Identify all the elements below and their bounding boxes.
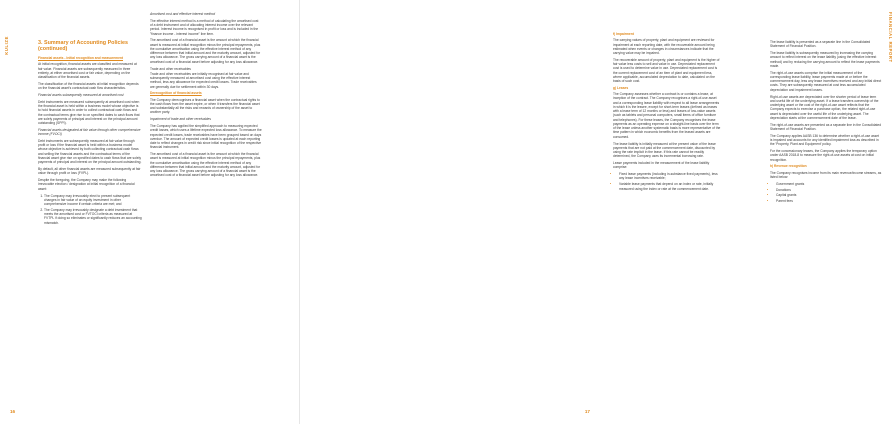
italic-heading: Financial assets subsequently measured at amortised cost [38, 92, 124, 97]
list-item: • Variable lease payments that depend on an index or rate, initially measured using the index or rate at the commencement date. [619, 182, 721, 191]
list-item: 1. The Company may irrevocably elect to present subsequent changes in fair value of an equity investment in other comprehensive income if certain criteria are met; and [44, 194, 142, 207]
list-item: • Parent fees [776, 199, 882, 203]
paragraph: The amortised cost of a financial asset is the amount at which the financial asset is measured at initial recognition minus the principal repayments, plus the cumulative amortisation using the effective interest method of any difference between that initial amount and the maturity amount, adjusted for any loss allowance. The gross carrying amount of a financial asset is the amortised cost of a financial asset before adjusting for any loss allowance. [150, 38, 261, 64]
paragraph: The effective interest method is a method of calculating the amortised cost of a debt instrument and of allocating interest income over the relevant period. Interest income is recognised in profit or loss and is included in the "finance income - interest income" line item. [150, 18, 259, 36]
revenue-streams-list [770, 182, 882, 204]
page-number-right: 17 [584, 409, 590, 414]
left-page [0, 0, 300, 424]
paragraph: The lease liability is subsequently measured by increasing the carrying amount to reflect interest on the lease liability (using the effective interest method) and by reducing the carrying amount to reflect the lease payments made. [770, 51, 880, 68]
heading-leases: g) Leases [613, 85, 629, 90]
paragraph: The carrying values of property, plant and equipment are reviewed for impairment at each reporting date, with the recoverable amount being estimated when events or changes in circumstances indicate that the carrying value may be impaired. [613, 38, 715, 55]
section-heading: 3. Summary of Accounting Policies (continued) [38, 40, 128, 52]
list-item: • Capital grants [776, 193, 882, 197]
list-item: • Government grants [776, 182, 882, 186]
paragraph: By default, all other financial assets are measured subsequently at fair value through profit or loss (FVPL). [38, 167, 141, 176]
right-column-1 [613, 12, 721, 193]
paragraph: The recoverable amount of property, plant and equipment is the higher of fair value less costs to sell and value in use. Depreciated replacement cost is used to determine value in use. Depreciated replacement cost is the current replacement cost of an item of plant and equipment less, where applicable, accumulated depreciation to date, calculated on the basis of such cost. [613, 57, 720, 84]
heading-revenue-recognition: h) Revenue recognition [770, 164, 807, 169]
paragraph: The Company assesses whether a contract is or contains a lease, at inception of the contract. The Company recognises a right-of-use asset and a corresponding lease liability with respect to all lease arrangements in which it is the lessee, except for short-term leases (defined as leases with a lease term of 12 months or less) and leases of low-value assets (such as tablets and personal computers, small items of office furniture and telephones). For these leases, the Company recognises the lease payments as an operating expense on a straight-line basis over the term of the lease unless another systematic basis is more representative of the time pattern in which economic benefits from the leased assets are consumed. [613, 92, 721, 139]
election-list [38, 194, 142, 225]
paragraph: The Company has applied the simplified approach to measuring expected credit losses, which uses a lifetime expected loss allowance. To measure the expected credit losses, trade receivables have been grouped based on days overdue. The amount of expected credit losses is updated at each reporting date to reflect changes in credit risk since initial recognition of the respective financial instrument. [150, 124, 262, 150]
paragraph: Lease payments included in the measurement of the lease liability comprise: [613, 161, 710, 170]
paragraph: The right-of-use assets are presented as a separate line in the Consolidated Statement of Financial Position. [770, 122, 882, 131]
right-side-label: FINANCIAL REPORT [888, 12, 893, 63]
subheading-initial-recognition: Financial assets - Initial recognition and measurement [38, 56, 124, 60]
list-item: 2. The Company may irrevocably designate a debt investment that meets the amortised cost or FVTOCI criteria as measured at FVTPL if doing so eliminates or significantly reduces an accounting mismatch. [44, 208, 142, 225]
right-column-2 [770, 12, 882, 206]
paragraph: The lease liability is presented as a separate line in the Consolidated Statement of Financial Position. [770, 40, 871, 49]
left-column-2 [150, 12, 262, 180]
paragraph: Debt instruments are measured subsequently at amortised cost when the financial asset is held within a business model whose objective is to hold financial assets in order to collect contractual cash flows and the contractual terms give rise to on specified dates to cash flows that are solely payments of principal and interest on the principal amount outstanding (SPPI). [38, 99, 140, 126]
paragraph: At initial recognition, financial assets are classified and measured at fair value. Financial assets are subsequently measured in three entirety, at either amortised cost or fair value, depending on the classification of the financial assets. [38, 62, 137, 79]
paragraph: For the concessionary leases, the Company applies the temporary option under AASB 2018-8 to measure the right-of-use assets at cost on initial recognition. [770, 149, 877, 162]
list-item: • Fixed lease payments (including in-substance fixed payments), less any lease incentives receivable; [619, 172, 721, 181]
paragraph: The right-of-use assets comprise the initial measurement of the corresponding lease liability, lease payments made at or before the commencement day, less any lease incentives received and any initial direct costs. They are subsequently measured at cost less accumulated depreciation and impairment losses. [770, 70, 882, 92]
list-item: • Donations [776, 188, 882, 192]
paragraph: Trade and other receivables [150, 66, 191, 71]
paragraph: The lease liability is initially measured at the present value of the lease payments that are not paid at the commencement date, discounted by using the rate implicit in the lease. If this rate cannot be readily determined, the Company uses its incremental borrowing rate. [613, 141, 716, 159]
page-number-left: 16 [10, 409, 16, 414]
paragraph: The Company applies AASB 136 to determine whether a right-of-use asset is impaired and accounts for any identified impairment loss as described in the 'Property, Plant and Equipment' policy. [770, 133, 880, 147]
paragraph: The Company derecognises a financial asset when the contractual rights to the cash flows from the asset expire, or when it transfers the financial asset and substantially all the risks and rewards of ownership of the asset to another party. [150, 97, 260, 115]
heading-impairment: f) Impairment [613, 32, 634, 36]
paragraph: The classification of the financial assets at initial recognition depends on the financial asset's contractual cash flow characteristics. [38, 81, 139, 91]
paragraph: Despite the foregoing, the Company may make the following irrevocable election / designation at initial recognition of a financial asset: [38, 178, 135, 191]
left-side-label: KULIZE [4, 36, 9, 55]
paragraph: The Company recognises income from its main revenue/income streams, as listed below: [770, 170, 882, 179]
lease-payments-list [613, 172, 721, 191]
italic-heading: Impairment of trade and other receivables [150, 117, 212, 122]
subheading-derecognition: Derecognition of financial assets [150, 91, 202, 96]
left-column-1 [38, 12, 142, 227]
paragraph: The amortised cost of a financial asset is the amount at which the financial asset is measured at initial recognition minus the principal repayments, plus the cumulative amortisation using the effective interest method of any difference between that initial amount and the maturity amount, adjusted for any loss allowance. The gross carrying amount of a financial asset is the amortised cost of a financial asset before adjusting for any loss allowance. [150, 152, 261, 178]
italic-heading: Financial assets designated at fair value through other comprehensive income (FVOCI) [38, 127, 141, 137]
paragraph: Trade and other receivables are initially recognised at fair value and subsequently measured at amortised cost using the effective interest method, less any allowance for expected credit losses. Trade receivables are generally due for settlement within 30 days. [150, 71, 257, 89]
right-page [300, 0, 893, 424]
paragraph: Debt instruments are subsequently measured at fair value through profit or loss if the financial asset is held within a business model whose objective is achieved by both collecting contractual cash flows and selling the financial assets and the contractual terms of the financial asset give rise on specified dates to cash flows that are solely payments of principal and interest on the principal amount outstanding. [38, 138, 142, 165]
paragraph: Right-of-use assets are depreciated over the shorter period of lease term and useful life of the underlying asset. If a lease transfers ownership of the underlying asset or the cost of the right-of-use asset reflects that the Company expects to exercise a purchase option, the related right-of-use asset is depreciated over the useful life of the underlying asset. The depreciation starts at the commencement date of the lease. [770, 94, 879, 120]
italic-heading: Amortised cost and effective interest method [150, 12, 216, 16]
